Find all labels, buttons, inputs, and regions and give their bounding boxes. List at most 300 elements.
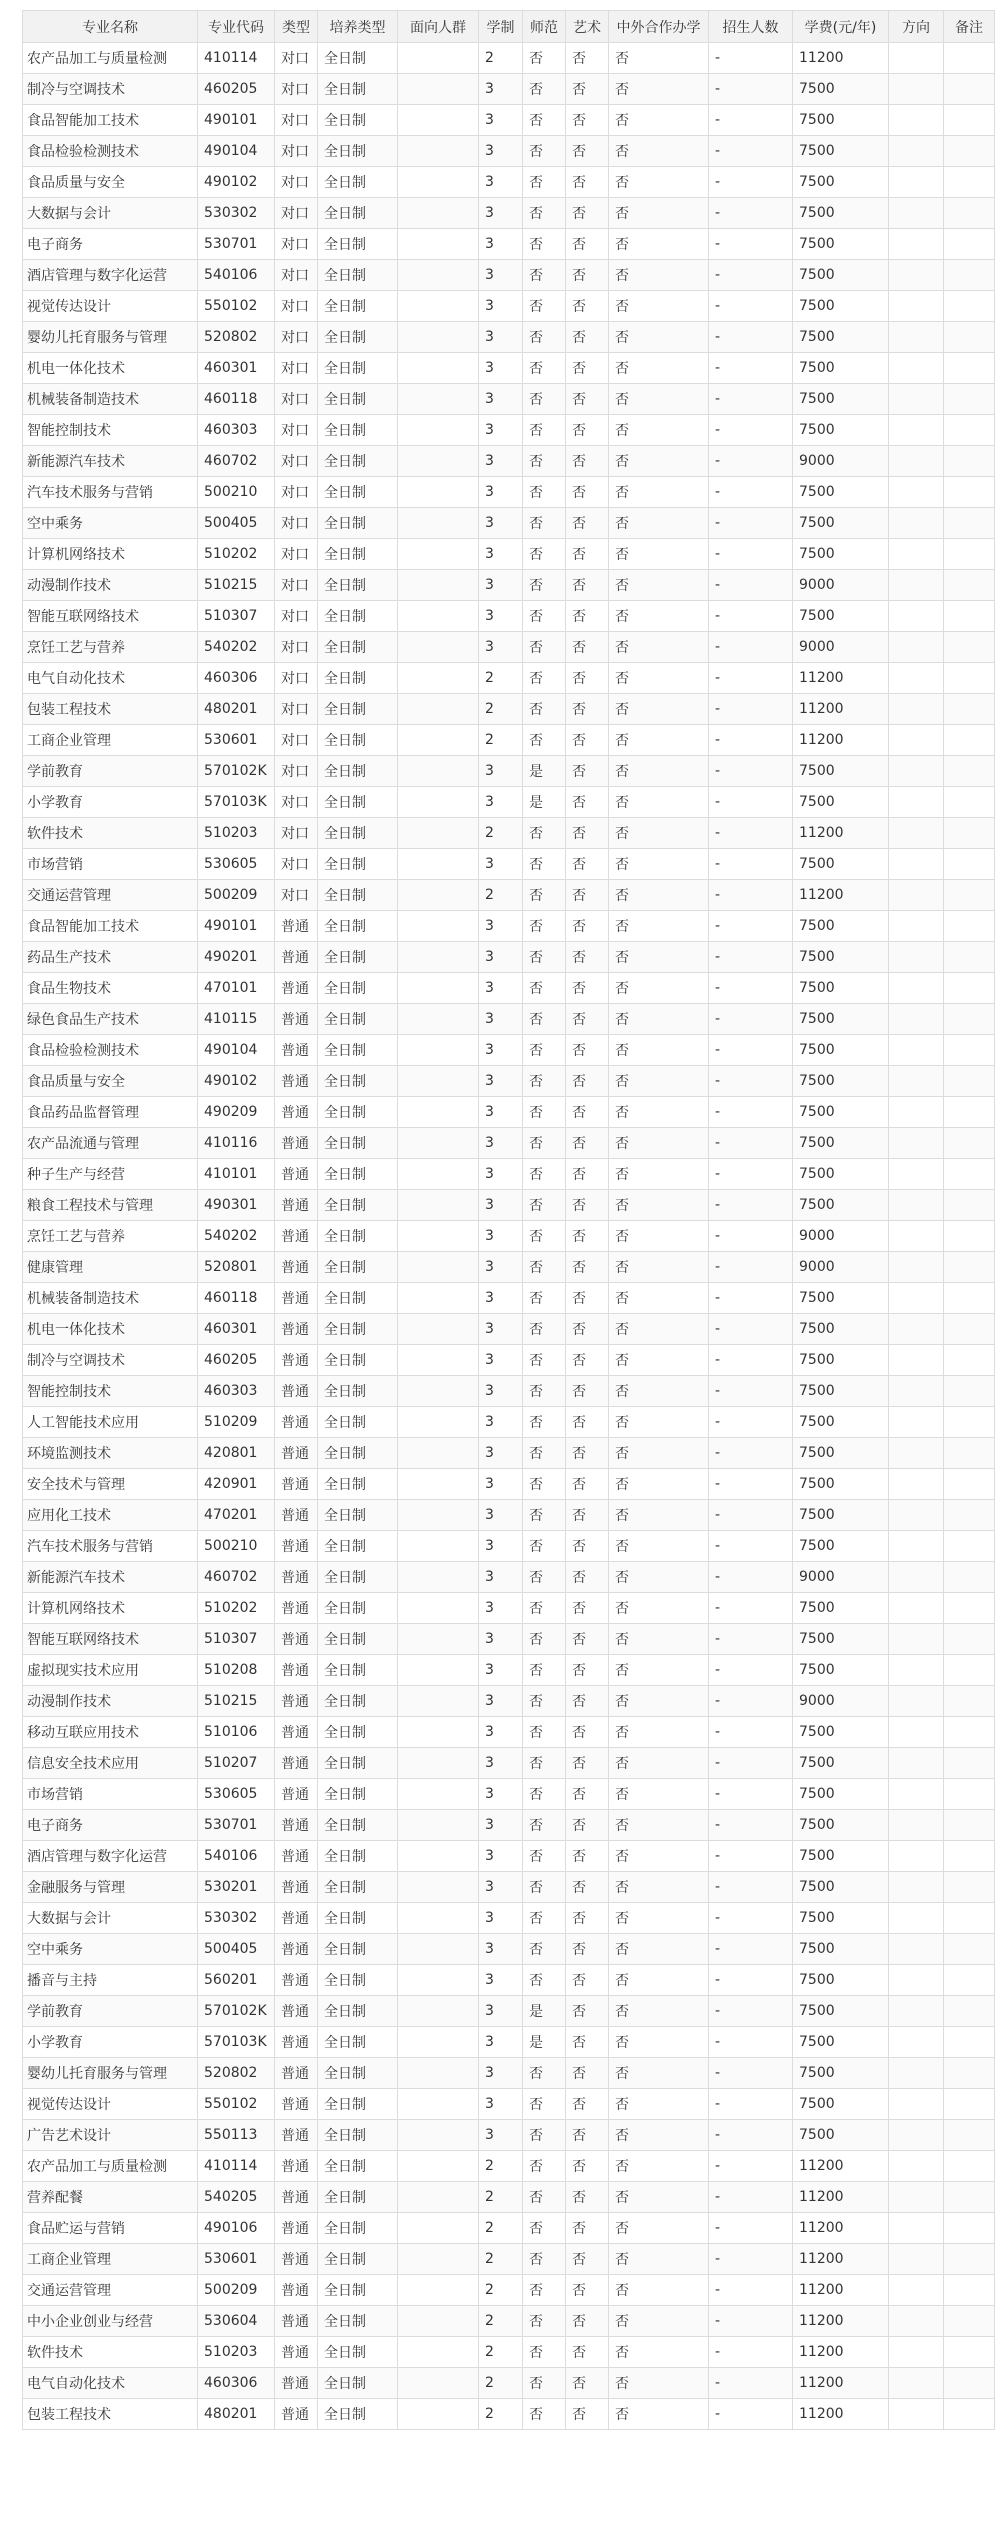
col-enrollment-cell: - [709, 1655, 793, 1686]
col-direction-header: 方向 [889, 11, 944, 43]
col-study-mode-cell: 全日制 [318, 570, 398, 601]
col-art-cell: 否 [566, 756, 609, 787]
col-direction-cell [889, 2244, 944, 2275]
col-type-cell: 对口 [275, 384, 318, 415]
table-row [23, 1469, 995, 1500]
col-major-code-cell: 500209 [198, 880, 275, 911]
col-direction-cell [889, 1190, 944, 1221]
col-type-cell: 普通 [275, 1469, 318, 1500]
col-joint-program-cell: 否 [609, 2275, 709, 2306]
col-tuition-cell: 7500 [793, 1407, 889, 1438]
col-enrollment-cell: - [709, 2027, 793, 2058]
col-type-cell: 对口 [275, 477, 318, 508]
col-direction-cell [889, 1345, 944, 1376]
col-joint-program-cell: 否 [609, 2306, 709, 2337]
col-normal-cell: 否 [523, 1717, 566, 1748]
col-major-code-cell: 460306 [198, 2368, 275, 2399]
col-tuition-cell: 7500 [793, 942, 889, 973]
col-type-cell: 普通 [275, 911, 318, 942]
col-duration-cell: 3 [479, 384, 523, 415]
col-joint-program-cell: 否 [609, 2368, 709, 2399]
table-row [23, 1624, 995, 1655]
table-row [23, 229, 995, 260]
col-tuition-cell: 7500 [793, 787, 889, 818]
col-target-group-cell [398, 415, 479, 446]
col-direction-cell [889, 601, 944, 632]
col-remarks-cell [944, 2213, 995, 2244]
col-direction-cell [889, 1686, 944, 1717]
table-row [23, 1965, 995, 1996]
col-target-group-cell [398, 1686, 479, 1717]
col-major-code-cell: 530701 [198, 1810, 275, 1841]
col-tuition-cell: 7500 [793, 1903, 889, 1934]
col-enrollment-cell: - [709, 1283, 793, 1314]
col-remarks-cell [944, 2182, 995, 2213]
col-target-group-cell [398, 2027, 479, 2058]
table-row [23, 1593, 995, 1624]
col-enrollment-cell: - [709, 632, 793, 663]
table-row [23, 2306, 995, 2337]
col-target-group-cell [398, 74, 479, 105]
col-major-name-cell: 食品药品监督管理 [23, 1097, 198, 1128]
col-major-code-cell: 410114 [198, 2151, 275, 2182]
col-type-cell: 普通 [275, 1996, 318, 2027]
col-normal-cell: 否 [523, 1779, 566, 1810]
col-enrollment-cell: - [709, 1469, 793, 1500]
col-joint-program-cell: 否 [609, 477, 709, 508]
col-duration-cell: 2 [479, 2306, 523, 2337]
col-target-group-cell [398, 1593, 479, 1624]
col-joint-program-cell: 否 [609, 1779, 709, 1810]
col-joint-program-cell: 否 [609, 2027, 709, 2058]
col-study-mode-cell: 全日制 [318, 1562, 398, 1593]
col-major-code-cell: 480201 [198, 2399, 275, 2430]
col-remarks-cell [944, 43, 995, 74]
col-major-name-cell: 广告艺术设计 [23, 2120, 198, 2151]
col-enrollment-cell: - [709, 1066, 793, 1097]
col-major-code-cell: 510215 [198, 1686, 275, 1717]
col-normal-cell: 否 [523, 260, 566, 291]
col-tuition-cell: 7500 [793, 539, 889, 570]
col-normal-cell: 是 [523, 787, 566, 818]
col-art-cell: 否 [566, 725, 609, 756]
header-row [23, 11, 995, 43]
col-art-cell: 否 [566, 973, 609, 1004]
col-art-cell: 否 [566, 1035, 609, 1066]
col-tuition-cell: 7500 [793, 1035, 889, 1066]
col-joint-program-cell: 否 [609, 1159, 709, 1190]
col-type-cell: 对口 [275, 694, 318, 725]
col-duration-cell: 3 [479, 756, 523, 787]
col-normal-cell: 否 [523, 2151, 566, 2182]
col-target-group-cell [398, 694, 479, 725]
col-remarks-cell [944, 787, 995, 818]
col-direction-cell [889, 508, 944, 539]
col-study-mode-header: 培养类型 [318, 11, 398, 43]
col-study-mode-cell: 全日制 [318, 2399, 398, 2430]
col-normal-cell: 否 [523, 1345, 566, 1376]
col-art-cell: 否 [566, 1407, 609, 1438]
col-tuition-cell: 7500 [793, 1097, 889, 1128]
table-row [23, 2089, 995, 2120]
col-remarks-cell [944, 1252, 995, 1283]
col-remarks-cell [944, 1407, 995, 1438]
col-tuition-cell: 11200 [793, 2151, 889, 2182]
col-duration-cell: 3 [479, 2089, 523, 2120]
col-study-mode-cell: 全日制 [318, 1035, 398, 1066]
col-major-name-cell: 包装工程技术 [23, 2399, 198, 2430]
col-target-group-cell [398, 2337, 479, 2368]
col-major-name-cell: 酒店管理与数字化运营 [23, 260, 198, 291]
col-remarks-cell [944, 1035, 995, 1066]
col-enrollment-cell: - [709, 2337, 793, 2368]
col-normal-cell: 否 [523, 384, 566, 415]
col-joint-program-cell: 否 [609, 632, 709, 663]
col-remarks-cell [944, 2244, 995, 2275]
col-major-code-cell: 540106 [198, 260, 275, 291]
col-normal-cell: 否 [523, 1934, 566, 1965]
col-enrollment-cell: - [709, 291, 793, 322]
col-study-mode-cell: 全日制 [318, 1841, 398, 1872]
col-normal-cell: 否 [523, 1097, 566, 1128]
table-row [23, 849, 995, 880]
col-remarks-cell [944, 2337, 995, 2368]
col-major-name-cell: 空中乘务 [23, 508, 198, 539]
col-normal-cell: 否 [523, 1748, 566, 1779]
col-joint-program-cell: 否 [609, 1097, 709, 1128]
col-major-name-cell: 制冷与空调技术 [23, 1345, 198, 1376]
table-row [23, 1500, 995, 1531]
col-duration-cell: 3 [479, 1407, 523, 1438]
col-major-name-cell: 小学教育 [23, 2027, 198, 2058]
col-major-code-cell: 550102 [198, 291, 275, 322]
col-type-cell: 普通 [275, 1841, 318, 1872]
col-major-code-cell: 530302 [198, 1903, 275, 1934]
col-enrollment-cell: - [709, 2399, 793, 2430]
col-normal-cell: 否 [523, 2368, 566, 2399]
col-target-group-cell [398, 1717, 479, 1748]
col-type-cell: 对口 [275, 291, 318, 322]
col-duration-cell: 3 [479, 1376, 523, 1407]
col-art-cell: 否 [566, 1934, 609, 1965]
col-type-cell: 对口 [275, 663, 318, 694]
col-type-cell: 普通 [275, 1283, 318, 1314]
col-major-code-cell: 560201 [198, 1965, 275, 1996]
col-major-code-cell: 490102 [198, 1066, 275, 1097]
col-enrollment-cell: - [709, 1934, 793, 1965]
col-tuition-cell: 7500 [793, 1531, 889, 1562]
col-remarks-cell [944, 2151, 995, 2182]
col-tuition-cell: 7500 [793, 74, 889, 105]
table-row [23, 1779, 995, 1810]
col-direction-cell [889, 477, 944, 508]
col-major-code-cell: 570102K [198, 756, 275, 787]
col-direction-cell [889, 105, 944, 136]
col-remarks-cell [944, 1190, 995, 1221]
col-remarks-cell [944, 942, 995, 973]
col-remarks-cell [944, 2027, 995, 2058]
col-joint-program-cell: 否 [609, 446, 709, 477]
table-row [23, 601, 995, 632]
col-joint-program-cell: 否 [609, 1562, 709, 1593]
col-joint-program-cell: 否 [609, 1531, 709, 1562]
col-target-group-cell [398, 880, 479, 911]
col-joint-program-cell: 否 [609, 539, 709, 570]
col-major-code-cell: 510307 [198, 601, 275, 632]
col-art-cell: 否 [566, 1903, 609, 1934]
col-enrollment-cell: - [709, 1903, 793, 1934]
table-row [23, 1903, 995, 1934]
col-target-group-cell [398, 1996, 479, 2027]
col-remarks-cell [944, 2058, 995, 2089]
col-tuition-cell: 7500 [793, 105, 889, 136]
col-study-mode-cell: 全日制 [318, 756, 398, 787]
col-major-code-cell: 490201 [198, 942, 275, 973]
col-major-code-cell: 460205 [198, 74, 275, 105]
col-duration-cell: 3 [479, 1717, 523, 1748]
col-remarks-cell [944, 1996, 995, 2027]
col-target-group-cell [398, 942, 479, 973]
col-tuition-cell: 7500 [793, 911, 889, 942]
col-study-mode-cell: 全日制 [318, 849, 398, 880]
col-joint-program-cell: 否 [609, 1035, 709, 1066]
col-major-name-cell: 烹饪工艺与营养 [23, 1221, 198, 1252]
col-target-group-cell [398, 1531, 479, 1562]
col-remarks-cell [944, 74, 995, 105]
col-enrollment-cell: - [709, 2058, 793, 2089]
col-tuition-cell: 7500 [793, 198, 889, 229]
col-normal-cell: 否 [523, 291, 566, 322]
col-target-group-cell [398, 1004, 479, 1035]
col-tuition-cell: 11200 [793, 818, 889, 849]
col-target-group-cell [398, 1283, 479, 1314]
table-row [23, 322, 995, 353]
col-target-group-cell [398, 43, 479, 74]
table-row [23, 911, 995, 942]
col-type-cell: 普通 [275, 1562, 318, 1593]
col-normal-cell: 否 [523, 1686, 566, 1717]
col-type-cell: 普通 [275, 2306, 318, 2337]
col-direction-cell [889, 2182, 944, 2213]
col-direction-cell [889, 787, 944, 818]
col-target-group-cell [398, 1345, 479, 1376]
col-joint-program-cell: 否 [609, 1903, 709, 1934]
col-joint-program-cell: 否 [609, 1128, 709, 1159]
col-major-name-cell: 汽车技术服务与营销 [23, 477, 198, 508]
col-major-name-cell: 婴幼儿托育服务与管理 [23, 322, 198, 353]
col-direction-cell [889, 2089, 944, 2120]
col-target-group-cell [398, 1376, 479, 1407]
col-joint-program-cell: 否 [609, 74, 709, 105]
col-art-cell: 否 [566, 663, 609, 694]
col-duration-cell: 3 [479, 1345, 523, 1376]
col-duration-cell: 3 [479, 2120, 523, 2151]
col-tuition-cell: 7500 [793, 1748, 889, 1779]
col-type-cell: 普通 [275, 1128, 318, 1159]
col-direction-cell [889, 1965, 944, 1996]
col-duration-cell: 2 [479, 725, 523, 756]
col-normal-cell: 否 [523, 1128, 566, 1159]
col-duration-cell: 3 [479, 74, 523, 105]
table-row [23, 1686, 995, 1717]
col-major-name-cell: 人工智能技术应用 [23, 1407, 198, 1438]
col-target-group-cell [398, 508, 479, 539]
col-remarks-cell [944, 1841, 995, 1872]
col-type-cell: 普通 [275, 1004, 318, 1035]
col-study-mode-cell: 全日制 [318, 787, 398, 818]
col-joint-program-cell: 否 [609, 508, 709, 539]
table-row [23, 1283, 995, 1314]
col-target-group-cell [398, 1903, 479, 1934]
col-duration-cell: 2 [479, 2244, 523, 2275]
col-major-name-cell: 包装工程技术 [23, 694, 198, 725]
col-study-mode-cell: 全日制 [318, 43, 398, 74]
col-target-group-cell [398, 1159, 479, 1190]
col-target-group-cell [398, 1748, 479, 1779]
col-direction-cell [889, 353, 944, 384]
col-tuition-cell: 9000 [793, 570, 889, 601]
col-art-cell: 否 [566, 291, 609, 322]
table-row [23, 2368, 995, 2399]
col-tuition-cell: 9000 [793, 632, 889, 663]
col-major-name-cell: 酒店管理与数字化运营 [23, 1841, 198, 1872]
col-tuition-cell: 9000 [793, 1562, 889, 1593]
col-normal-cell: 否 [523, 198, 566, 229]
col-duration-cell: 3 [479, 105, 523, 136]
col-joint-program-cell: 否 [609, 2213, 709, 2244]
col-duration-cell: 3 [479, 1624, 523, 1655]
col-enrollment-cell: - [709, 1221, 793, 1252]
col-normal-cell: 否 [523, 880, 566, 911]
col-duration-cell: 3 [479, 911, 523, 942]
table-row [23, 1872, 995, 1903]
col-major-code-cell: 490104 [198, 136, 275, 167]
col-major-code-cell: 460301 [198, 1314, 275, 1345]
col-target-group-cell [398, 2089, 479, 2120]
col-normal-cell: 否 [523, 322, 566, 353]
col-duration-cell: 3 [479, 1841, 523, 1872]
col-normal-cell: 是 [523, 2027, 566, 2058]
col-major-name-cell: 食品生物技术 [23, 973, 198, 1004]
col-type-cell: 对口 [275, 260, 318, 291]
col-study-mode-cell: 全日制 [318, 1531, 398, 1562]
table-row [23, 1531, 995, 1562]
col-remarks-cell [944, 1128, 995, 1159]
col-study-mode-cell: 全日制 [318, 1934, 398, 1965]
col-normal-cell: 否 [523, 1655, 566, 1686]
col-study-mode-cell: 全日制 [318, 539, 398, 570]
col-study-mode-cell: 全日制 [318, 136, 398, 167]
col-enrollment-cell: - [709, 43, 793, 74]
col-remarks-cell [944, 353, 995, 384]
col-art-cell: 否 [566, 384, 609, 415]
col-normal-cell: 否 [523, 74, 566, 105]
col-enrollment-cell: - [709, 2306, 793, 2337]
col-enrollment-cell: - [709, 973, 793, 1004]
col-normal-cell: 否 [523, 1562, 566, 1593]
col-target-group-cell [398, 1314, 479, 1345]
table-row [23, 2337, 995, 2368]
col-study-mode-cell: 全日制 [318, 384, 398, 415]
col-enrollment-header: 招生人数 [709, 11, 793, 43]
col-major-code-cell: 460205 [198, 1345, 275, 1376]
table-row [23, 1066, 995, 1097]
col-direction-cell [889, 632, 944, 663]
col-duration-cell: 3 [479, 1562, 523, 1593]
col-art-cell: 否 [566, 818, 609, 849]
col-major-code-cell: 500405 [198, 1934, 275, 1965]
col-major-name-cell: 食品智能加工技术 [23, 911, 198, 942]
col-art-cell: 否 [566, 601, 609, 632]
col-normal-cell: 否 [523, 1376, 566, 1407]
col-remarks-cell [944, 1593, 995, 1624]
col-major-name-cell: 制冷与空调技术 [23, 74, 198, 105]
col-normal-cell: 否 [523, 2120, 566, 2151]
col-major-code-cell: 510209 [198, 1407, 275, 1438]
col-study-mode-cell: 全日制 [318, 1810, 398, 1841]
col-normal-cell: 否 [523, 2399, 566, 2430]
col-major-code-cell: 410114 [198, 43, 275, 74]
col-remarks-cell [944, 1655, 995, 1686]
col-major-code-cell: 460118 [198, 1283, 275, 1314]
col-major-code-cell: 530601 [198, 725, 275, 756]
table-row [23, 1035, 995, 1066]
col-enrollment-cell: - [709, 663, 793, 694]
col-joint-program-cell: 否 [609, 2337, 709, 2368]
col-tuition-cell: 11200 [793, 2368, 889, 2399]
col-type-cell: 普通 [275, 1717, 318, 1748]
table-row [23, 136, 995, 167]
col-study-mode-cell: 全日制 [318, 508, 398, 539]
col-tuition-cell: 7500 [793, 167, 889, 198]
col-direction-cell [889, 1872, 944, 1903]
col-study-mode-cell: 全日制 [318, 1407, 398, 1438]
col-type-cell: 对口 [275, 198, 318, 229]
col-major-code-cell: 530701 [198, 229, 275, 260]
col-remarks-cell [944, 105, 995, 136]
col-major-code-cell: 460702 [198, 446, 275, 477]
col-joint-program-cell: 否 [609, 849, 709, 880]
col-art-cell: 否 [566, 136, 609, 167]
col-remarks-cell [944, 508, 995, 539]
col-art-cell: 否 [566, 1438, 609, 1469]
col-target-group-cell [398, 539, 479, 570]
col-joint-program-cell: 否 [609, 1872, 709, 1903]
col-study-mode-cell: 全日制 [318, 1438, 398, 1469]
col-type-cell: 对口 [275, 353, 318, 384]
col-target-group-cell [398, 601, 479, 632]
col-duration-cell: 3 [479, 167, 523, 198]
col-major-name-cell: 烹饪工艺与营养 [23, 632, 198, 663]
col-duration-cell: 3 [479, 1066, 523, 1097]
table-row [23, 818, 995, 849]
col-major-code-cell: 510215 [198, 570, 275, 601]
col-major-name-cell: 智能互联网络技术 [23, 601, 198, 632]
col-duration-cell: 3 [479, 1872, 523, 1903]
col-direction-cell [889, 446, 944, 477]
col-duration-cell: 3 [479, 1593, 523, 1624]
col-remarks-cell [944, 2368, 995, 2399]
col-type-cell: 普通 [275, 1500, 318, 1531]
col-major-code-cell: 420801 [198, 1438, 275, 1469]
table-row [23, 43, 995, 74]
col-direction-cell [889, 1500, 944, 1531]
col-direction-cell [889, 1810, 944, 1841]
col-duration-cell: 3 [479, 2058, 523, 2089]
col-art-cell: 否 [566, 2306, 609, 2337]
table-row [23, 1190, 995, 1221]
col-target-group-cell [398, 1841, 479, 1872]
